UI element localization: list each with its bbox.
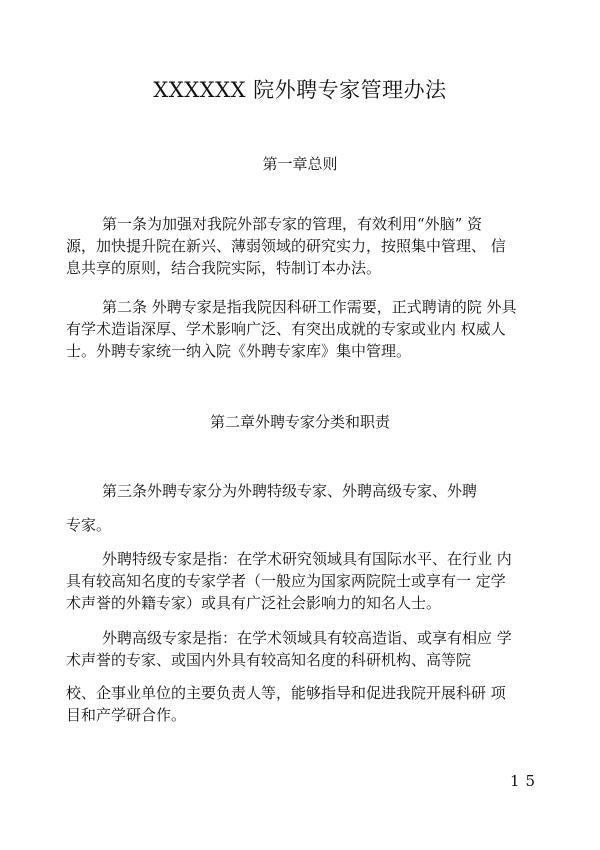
article-2-line: 有学术造诣深厚、学术影响广泛、有突出成就的专家或业内 权威人 <box>66 320 506 338</box>
article-1-line: 第一条为加强对我院外部专家的管理，有效利用“外脑” 资 <box>102 215 483 233</box>
special-expert-line: 外聘特级专家是指：在学术研究领域具有国际水平、在行业 内 <box>102 550 512 568</box>
chapter-1-heading: 第一章总则 <box>262 155 338 173</box>
article-3-paragraph-continued <box>66 514 532 536</box>
article-2-paragraph <box>66 296 532 362</box>
senior-expert-line: 校、企事业单位的主要负责人等，能够指导和促进我院开展科研 项 <box>66 684 506 702</box>
special-expert-paragraph <box>66 548 532 614</box>
article-1-paragraph <box>66 213 532 279</box>
senior-expert-paragraph-continued <box>66 682 532 726</box>
senior-expert-line: 目和产学研合作。 <box>66 706 187 724</box>
article-3-paragraph <box>66 480 532 502</box>
senior-expert-line: 术声誉的专家、或国内外具有较高知名度的科研机构、高等院 <box>66 651 472 669</box>
special-expert-line: 具有较高知名度的专家学者（一般应为国家两院院士或享有一 定学 <box>66 572 506 590</box>
chapter-2-heading: 第二章外聘专家分类和职责 <box>209 413 390 431</box>
article-1-line: 息共享的原则，结合我院实际，特制订本办法。 <box>66 259 382 277</box>
article-3-line: 专家。 <box>66 516 112 534</box>
article-2-line: 第二条 外聘专家是指我院因科研工作需要，正式聘请的院 外具 <box>102 298 517 316</box>
article-3-line: 第三条外聘专家分为外聘特级专家、外聘高级专家、外聘 <box>102 482 478 500</box>
article-2-line: 士。外聘专家统一纳入院《外聘专家库》集中管理。 <box>66 342 412 360</box>
article-1-line: 源，加快提升院在新兴、薄弱领域的研究实力，按照集中管理、 信 <box>66 237 506 255</box>
senior-expert-paragraph <box>66 627 532 671</box>
page-number: 15 <box>510 772 542 790</box>
senior-expert-line: 外聘高级专家是指：在学术领域具有较高造诣、或享有相应 学 <box>102 629 512 647</box>
special-expert-line: 术声誉的外籍专家）或具有广泛社会影响力的知名人士。 <box>66 594 442 612</box>
document-title: XXXXXX 院外聘专家管理办法 <box>153 78 447 102</box>
